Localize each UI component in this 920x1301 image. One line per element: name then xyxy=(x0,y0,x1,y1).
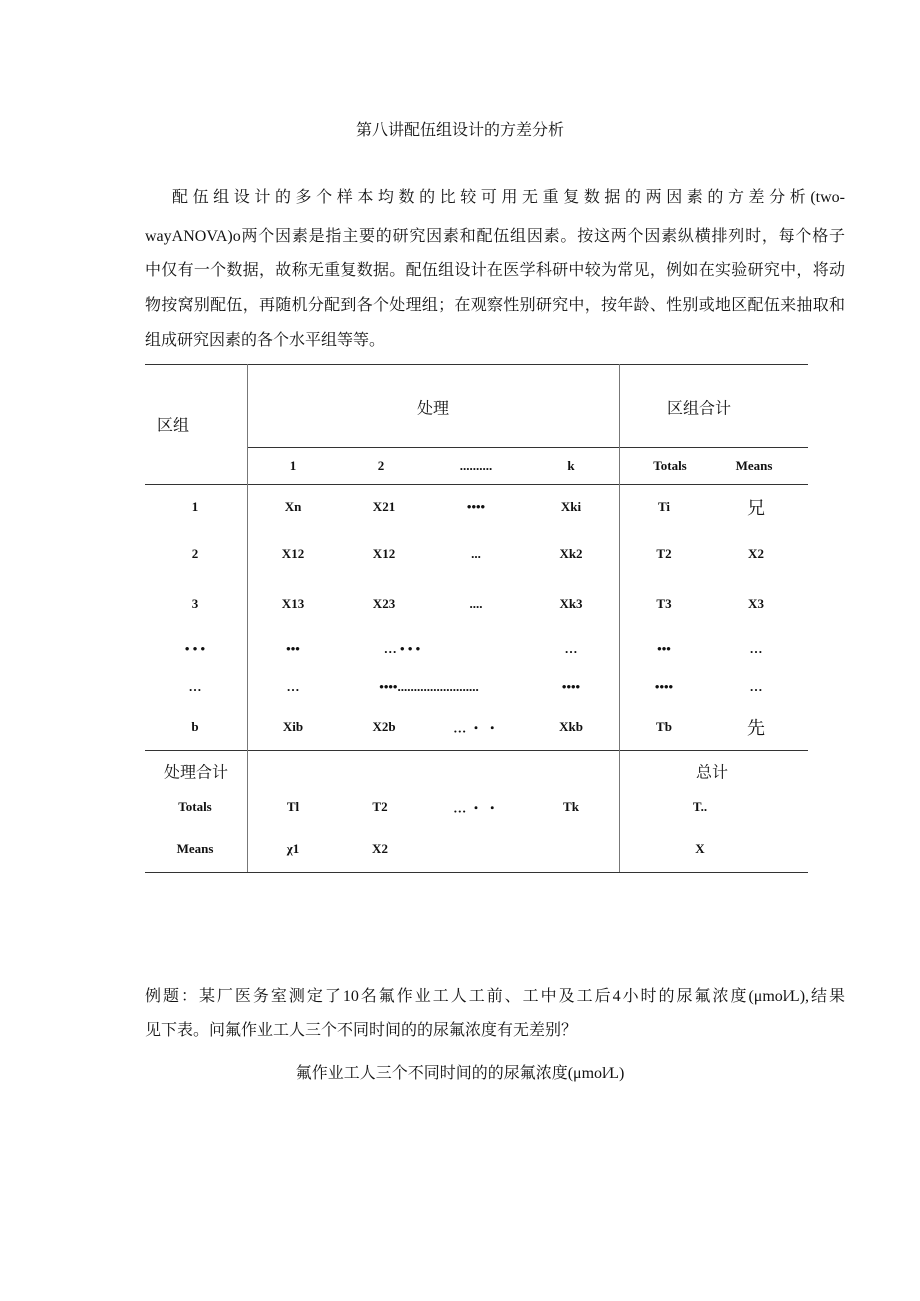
table-cell: Xk2 xyxy=(559,546,583,561)
table-cell: Tb xyxy=(656,719,672,734)
page-title: 第八讲配伍组设计的方差分析 xyxy=(355,122,564,139)
table-cell: ••• xyxy=(286,641,300,656)
table-cell: X12 xyxy=(281,546,305,561)
table-cell: •••• xyxy=(654,679,674,694)
table-divider xyxy=(619,364,620,872)
totals-label: Totals xyxy=(178,799,212,814)
treatment-header: 处理 xyxy=(416,400,450,418)
table-caption: 氟作业工人三个不同时间的的尿氟浓度(μmol⁄L) xyxy=(295,1065,625,1082)
table-cell: Xn xyxy=(284,499,302,514)
block-total-header: 区组合计 xyxy=(666,400,732,418)
treatment-total-cell: Tl xyxy=(286,799,300,814)
table-rule xyxy=(247,447,808,448)
table-cell: X23 xyxy=(372,596,396,611)
table-cell: … ・ ・ xyxy=(453,720,499,736)
table-cell: 先 xyxy=(747,718,765,738)
table-cell: Ti xyxy=(657,499,671,514)
block-label: 3 xyxy=(191,596,199,611)
table-cell: Xk3 xyxy=(559,596,583,611)
table-cell: Xib xyxy=(282,719,304,734)
table-cell: Xkb xyxy=(559,719,583,734)
grand-total-label: 总计 xyxy=(695,764,729,782)
column-header: k xyxy=(567,458,575,473)
treatment-mean-cell: X2 xyxy=(372,841,388,856)
table-rule xyxy=(145,750,808,751)
block-label: b xyxy=(191,719,199,734)
block-label: 2 xyxy=(191,546,199,561)
column-header: 2 xyxy=(377,458,385,473)
intro-line: 中仅有一个数据，故称无重复数据。配伍组设计在医学科研中较为常见，例如在实验研究中，将动 xyxy=(145,262,845,279)
treatment-total-cell: T.. xyxy=(692,799,708,814)
example-line: 见下表。问氟作业工人三个不同时间的的尿氟浓度有无差别？ xyxy=(145,1022,578,1039)
table-cell: 兄 xyxy=(747,498,765,518)
table-cell: … xyxy=(286,679,300,694)
table-cell: ••• xyxy=(657,641,671,656)
block-label: • • • xyxy=(184,641,206,656)
treatment-total-cell: Tk xyxy=(563,799,579,814)
table-cell: X2 xyxy=(748,546,764,561)
table-cell: … xyxy=(749,641,763,656)
intro-line: 组成研究因素的各个水平组等等。 xyxy=(145,332,386,349)
table-cell: ••••......................... xyxy=(379,679,479,694)
table-rule xyxy=(145,364,808,365)
table-cell: .... xyxy=(469,596,483,611)
table-rule xyxy=(145,872,808,873)
table-cell: … xyxy=(749,679,763,694)
table-cell: ... xyxy=(471,546,481,561)
table-divider xyxy=(247,364,248,872)
column-header: Totals xyxy=(653,458,687,473)
treatment-mean-cell: X xyxy=(695,841,705,856)
block-label: 1 xyxy=(191,499,199,514)
treatment-total-cell: T2 xyxy=(372,799,388,814)
block-label: … xyxy=(188,679,202,694)
treatment-total-cell: … ・ ・ xyxy=(453,800,499,816)
table-cell: •••• xyxy=(466,499,486,514)
means-label: Means xyxy=(176,841,214,856)
intro-line: 物按窝别配伍，再随机分配到各个处理组；在观察性别研究中，按年龄、性别或地区配伍来抽取和 xyxy=(145,297,845,314)
table-cell: •••• xyxy=(561,679,581,694)
table-cell: X3 xyxy=(748,596,764,611)
block-header: 区组 xyxy=(156,417,190,435)
column-header: Means xyxy=(735,458,773,473)
intro-line: wayANOVA)o两个因素是指主要的研究因素和配伍组因素。按这两个因素纵横排列时，每个格子 xyxy=(145,228,845,245)
table-cell: X2b xyxy=(372,719,396,734)
column-header: 1 xyxy=(289,458,297,473)
table-cell: … • • • xyxy=(383,641,421,656)
table-cell: T2 xyxy=(656,546,672,561)
table-cell: X21 xyxy=(372,499,396,514)
table-rule xyxy=(145,484,808,485)
table-cell: X13 xyxy=(281,596,305,611)
treatment-total-label: 处理合计 xyxy=(163,764,229,782)
table-cell: X12 xyxy=(372,546,396,561)
example-line: 例题：某厂医务室测定了10名氟作业工人工前、工中及工后4小时的尿氟浓度(μmol⁄L),结果 xyxy=(145,988,845,1005)
table-cell: T3 xyxy=(656,596,672,611)
intro-line: 配伍组设计的多个样本均数的比较可用无重复数据的两因素的方差分析(two- xyxy=(172,189,845,206)
table-cell: Xki xyxy=(560,499,582,514)
treatment-mean-cell: χ1 xyxy=(286,841,300,856)
table-cell: … xyxy=(564,641,578,656)
column-header: .......... xyxy=(459,458,493,473)
